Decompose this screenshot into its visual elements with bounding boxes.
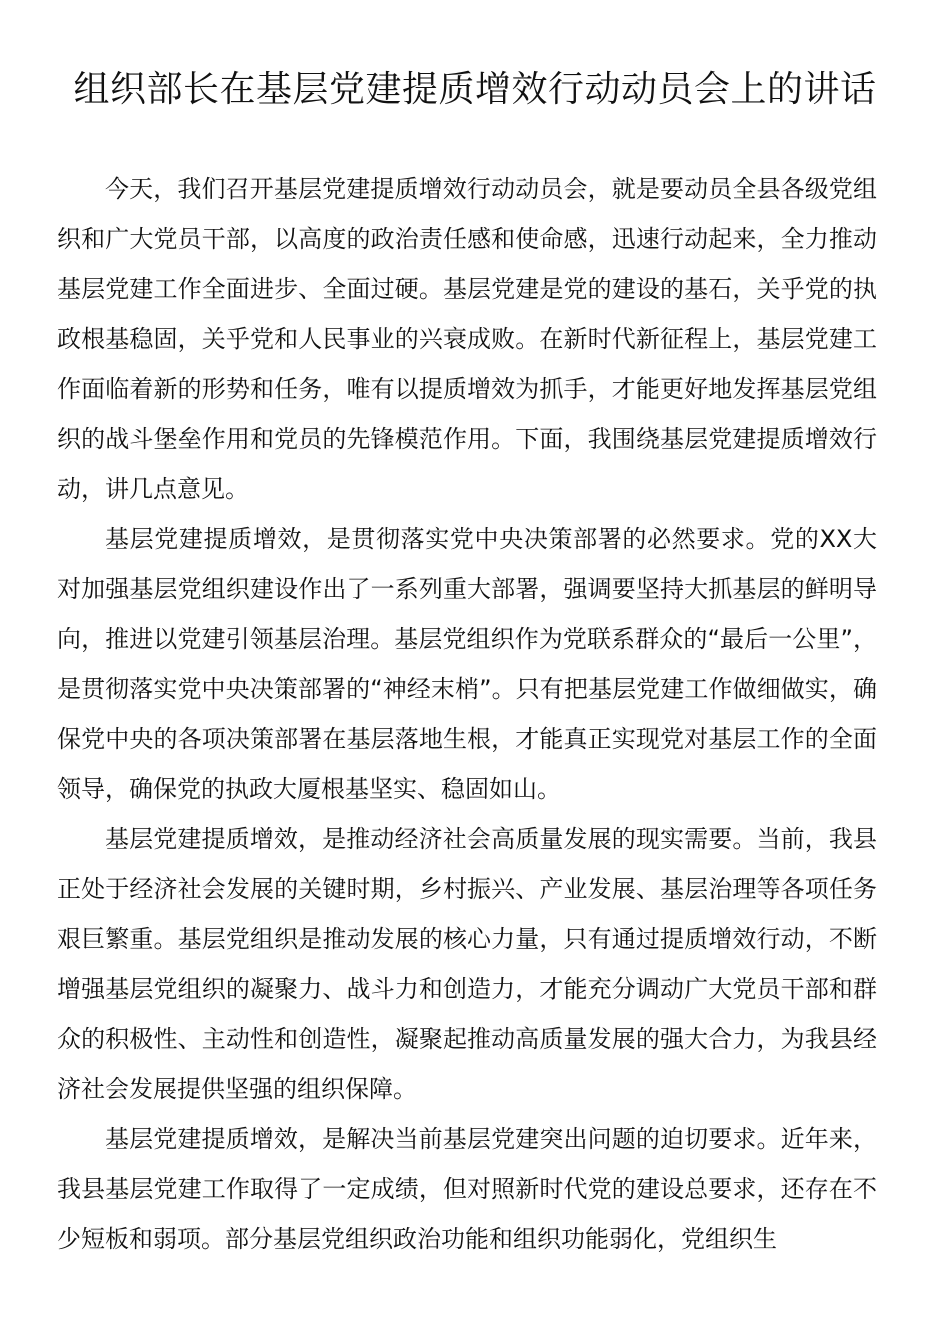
paragraph: 基层党建提质增效，是推动经济社会高质量发展的现实需要。当前，我县正处于经济社会发展的关键时期，乡村振兴、产业发展、基层治理等各项任务艰巨繁重。基层党组织是推动发展的核心力量，只有通过提质增效行动，不断增强基层党组织的凝聚力、战斗力和创造力，才能充分调动广大党员干部和群众的积极性、主动性和创造性，凝聚起推动高质量发展的强大合力，为我县经济社会发展提供坚强的组织保障。 — [57, 825, 877, 1103]
document-title: 组织部长在基层党建提质增效行动动员会上的讲话 — [73, 69, 877, 110]
paragraph: 今天，我们召开基层党建提质增效行动动员会，就是要动员全县各级党组织和广大党员干部，以高度的政治责任感和使命感，迅速行动起来，全力推动基层党建工作全面进步、全面过硬。基层党建是党的建设的基石，关乎党的执政根基稳固，关乎党和人民事业的兴衰成败。在新时代新征程上，基层党建工作面临着新的形势和任务，唯有以提质增效为抓手，才能更好地发挥基层党组织的战斗堡垒作用和党员的先锋模范作用。下面，我围绕基层党建提质增效行动，讲几点意见。 — [57, 175, 877, 503]
document-body — [57, 164, 877, 1264]
paragraph: 基层党建提质增效，是解决当前基层党建突出问题的迫切要求。近年来，我县基层党建工作取得了一定成绩，但对照新时代党的建设总要求，还存在不少短板和弱项。部分基层党组织政治功能和组织功能弱化，党组织生 — [57, 1125, 877, 1253]
paragraph: 基层党建提质增效，是贯彻落实党中央决策部署的必然要求。党的XX大对加强基层党组织建设作出了一系列重大部署，强调要坚持大抓基层的鲜明导向，推进以党建引领基层治理。基层党组织作为党联系群众的“最后一公里”，是贯彻落实党中央决策部署的“神经末梢”。只有把基层党建工作做细做实，确保党中央的各项决策部署在基层落地生根，才能真正实现党对基层工作的全面领导，确保党的执政大厦根基坚实、稳固如山。 — [57, 525, 877, 803]
